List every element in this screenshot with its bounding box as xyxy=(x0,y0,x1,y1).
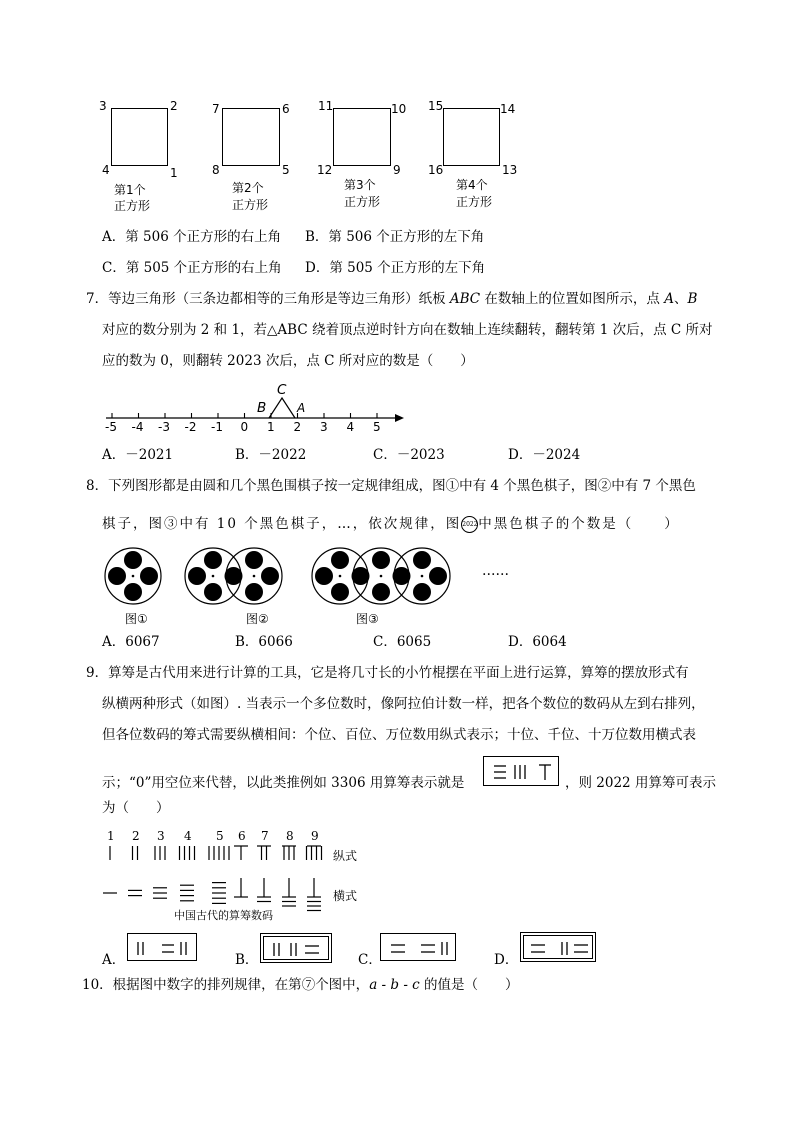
q7-line2: 对应的数分别为 2 和 1，若△ABC 绕着顶点逆时针方向在数轴上连续翻转，翻转第 1 次后，点 C 所对 xyxy=(102,322,713,338)
q8-line1: 8．下列图形都是由圆和几个黑色围棋子按一定规律组成，图①中有 4 个黑色棋子，图②中有 7 个黑色 xyxy=(86,478,696,494)
q7-option-c[interactable]: C．－2023 xyxy=(373,447,445,463)
square-4-tl: 15 xyxy=(428,99,444,113)
square-1-caption1: 第1个 xyxy=(114,183,146,197)
q6-option-b[interactable]: B．第 506 个正方形的左下角 xyxy=(305,229,485,245)
rod-digit-label: 3 xyxy=(157,829,165,843)
q8-line2-post: 中黑色棋子的个数是（ ） xyxy=(478,516,680,532)
q7-line1-pre: 7．等边三角形（三条边都相等的三角形是等边三角形）纸板 xyxy=(86,291,450,307)
square-4-bl: 16 xyxy=(428,163,444,177)
rod-digit-label: 6 xyxy=(238,829,246,843)
q10-line-post: 的值是（ ） xyxy=(419,977,519,993)
axis-tick-label: 2 xyxy=(293,420,302,434)
q9-option-d-letter[interactable]: D． xyxy=(494,952,519,968)
q9-option-a-box[interactable] xyxy=(127,933,197,961)
rod-digit-label: 9 xyxy=(311,829,319,843)
q9-option-c-letter[interactable]: C． xyxy=(358,952,382,968)
q7-label-a: A xyxy=(297,401,306,415)
square-1-bl: 4 xyxy=(102,163,110,177)
rod-digit-label: 1 xyxy=(107,829,115,843)
q7-label-b: B xyxy=(257,400,267,416)
square-2-caption1: 第2个 xyxy=(232,181,264,195)
rod-digit-label: 4 xyxy=(184,829,192,843)
q7-label-c: C xyxy=(277,382,287,398)
square-3-caption2: 正方形 xyxy=(344,195,381,209)
q8-option-b[interactable]: B．6066 xyxy=(235,634,293,650)
square-2-tl: 7 xyxy=(212,102,220,116)
q10-line xyxy=(82,979,519,993)
axis-tick-label: -3 xyxy=(158,420,170,434)
q7-option-a[interactable]: A．－2021 xyxy=(102,447,174,463)
q8-caption-2: 图② xyxy=(246,612,269,626)
square-1-tr: 2 xyxy=(170,99,178,113)
q8-caption-3: 图③ xyxy=(356,612,379,626)
q8-caption-1: 图① xyxy=(125,612,148,626)
square-2-caption2: 正方形 xyxy=(232,198,269,212)
q9-line5: 为（ ） xyxy=(102,800,170,816)
axis-tick-label: -1 xyxy=(211,420,223,434)
q10-circled-7: ⑦ xyxy=(301,977,316,993)
q9-option-b-letter[interactable]: B． xyxy=(235,952,259,968)
square-3-caption1: 第3个 xyxy=(344,178,376,192)
q6-option-a[interactable]: A．第 506 个正方形的右上角 xyxy=(102,229,282,245)
q7-point-b: B xyxy=(687,291,698,307)
q9-line4-pre: 示；“0”用空位来代替，以此类推例如 3306 用算筹表示就是 xyxy=(102,775,465,791)
square-1-caption2: 正方形 xyxy=(114,199,151,213)
q9-table-caption: 中国古代的算筹数码 xyxy=(174,909,273,922)
q7-abc: ABC xyxy=(449,291,481,307)
square-4-br: 13 xyxy=(502,163,518,177)
q8-option-d[interactable]: D．6064 xyxy=(508,634,567,650)
square-2-bl: 8 xyxy=(212,163,220,177)
q9-line3: 但各位数码的筹式需要纵横相间：个位、百位、万位数用纵式表示；十位、千位、十万位数用横式表 xyxy=(102,727,696,743)
square-3-br: 9 xyxy=(393,163,401,177)
square-1-br: 1 xyxy=(170,166,178,180)
axis-tick-label: 3 xyxy=(320,420,328,434)
q6-option-c[interactable]: C．第 505 个正方形的右上角 xyxy=(102,260,282,276)
axis-tick-label: -4 xyxy=(131,420,144,434)
q7-line3: 应的数为 0，则翻转 2023 次后，点 C 所对应的数是（ ） xyxy=(102,353,474,369)
square-4-tr: 14 xyxy=(500,102,516,116)
q8-circled-2022: 2022 xyxy=(461,516,478,533)
q7-option-b[interactable]: B．－2022 xyxy=(235,447,307,463)
axis-tick-label: 1 xyxy=(267,420,275,434)
square-3-bl: 12 xyxy=(317,163,333,177)
axis-tick-label: 4 xyxy=(346,420,355,434)
q10-expression: a - b - c xyxy=(369,977,420,993)
q6-option-d[interactable]: D．第 505 个正方形的左下角 xyxy=(305,260,486,276)
axis-tick-label: -2 xyxy=(184,420,197,434)
square-2-br: 5 xyxy=(282,163,290,177)
q8-line2-pre: 棋子，图③中有 10 个黑色棋子，…，依次规律，图 xyxy=(102,516,462,532)
q7-sep: 、 xyxy=(673,291,688,307)
q7-option-d[interactable]: D．－2024 xyxy=(508,447,581,463)
rod-digit-label: 5 xyxy=(216,829,224,843)
rod-digit-label: 2 xyxy=(132,829,140,843)
q8-ellipsis: …… xyxy=(482,563,509,579)
q9-option-c-box[interactable] xyxy=(380,933,456,961)
q9-line1: 9．算筹是古代用来进行计算的工具，它是将几寸长的小竹棍摆在平面上进行运算，算筹的摆放形式有 xyxy=(86,665,689,681)
q9-line2: 纵横两种形式（如图）. 当表示一个多位数时，像阿拉伯计数一样，把各个数位的数码从左到右排列， xyxy=(102,696,705,712)
square-4-caption2: 正方形 xyxy=(456,195,493,209)
q9-line4-post: ，则 2022 用算筹可表示 xyxy=(565,775,716,791)
q7-line1-mid: 在数轴上的位置如图所示，点 xyxy=(480,291,665,307)
axis-tick-label: 0 xyxy=(240,420,249,434)
q9-option-b-box[interactable] xyxy=(260,933,332,963)
square-3-tr: 10 xyxy=(391,102,407,116)
square-2-tr: 6 xyxy=(282,102,290,116)
rod-digit-label: 7 xyxy=(261,829,269,843)
square-4-caption1: 第4个 xyxy=(456,178,488,192)
q7-point-a: A xyxy=(664,291,674,307)
axis-tick-label: 5 xyxy=(373,420,381,434)
q9-option-d-box[interactable] xyxy=(520,932,596,962)
square-3-tl: 11 xyxy=(318,99,334,113)
square-1-tl: 3 xyxy=(99,99,107,113)
rod-digit-label: 8 xyxy=(286,829,294,843)
q10-line-mid: 个图中， xyxy=(315,977,370,993)
q10-line-pre: 10．根据图中数字的排列规律，在第 xyxy=(82,977,302,993)
q9-label-horizontal: 横式 xyxy=(333,889,358,903)
q8-option-c[interactable]: C．6065 xyxy=(373,634,432,650)
q8-option-a[interactable]: A．6067 xyxy=(102,634,160,650)
q9-option-a-letter[interactable]: A． xyxy=(102,952,126,968)
axis-tick-label: -5 xyxy=(105,420,117,434)
q9-label-vertical: 纵式 xyxy=(333,849,358,863)
